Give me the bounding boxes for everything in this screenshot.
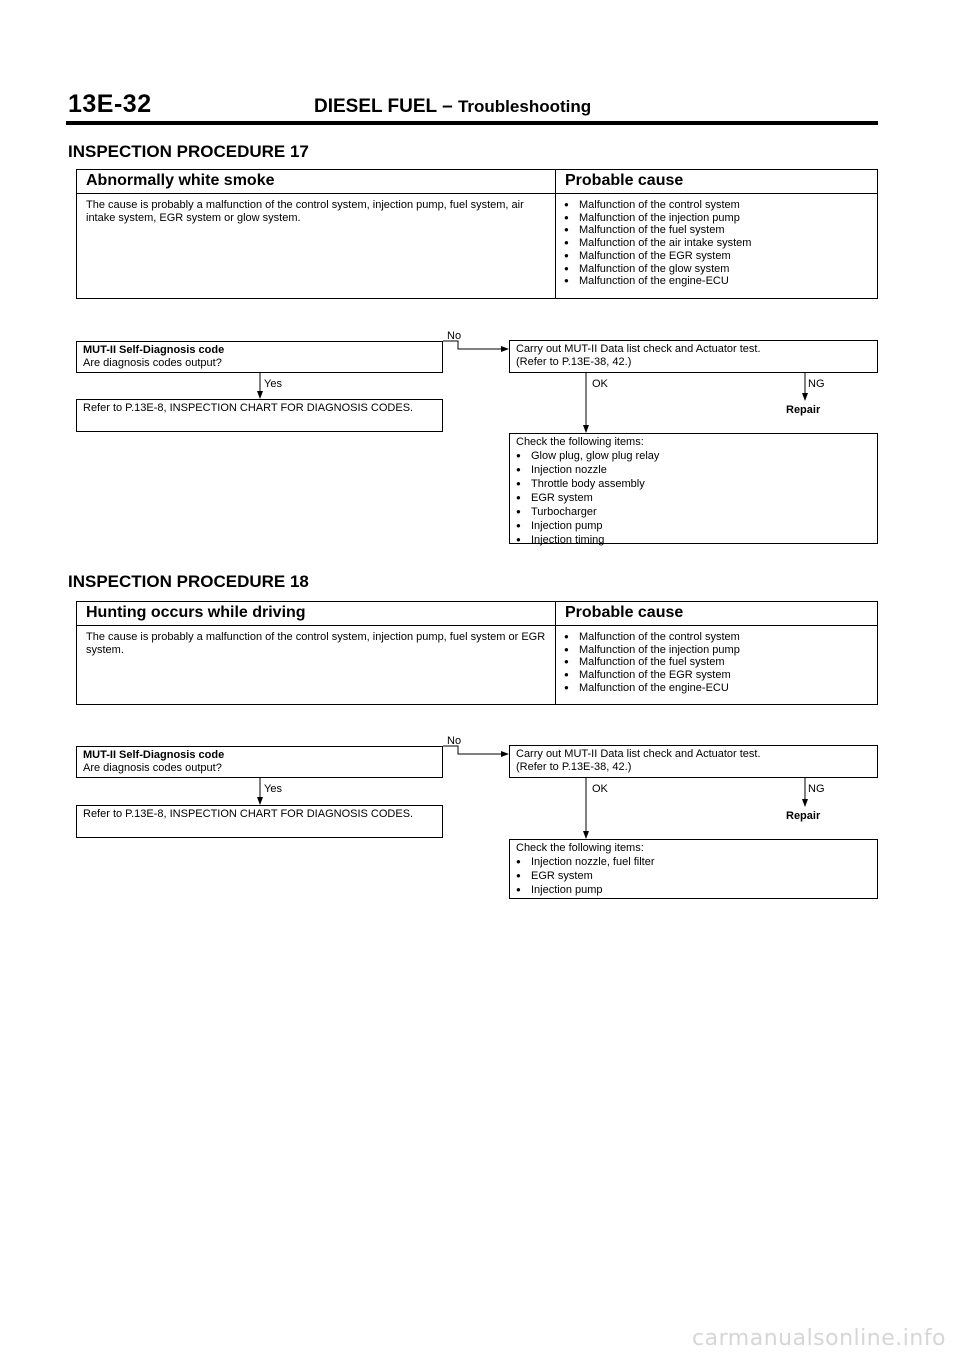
section-title: DIESEL FUEL	[314, 96, 437, 117]
list-item: ● Injection nozzle	[516, 463, 871, 477]
list-item: ● Malfunction of the control system	[564, 199, 751, 212]
ng-label: NG	[808, 378, 825, 390]
watermark: carmanualsonline.info	[692, 1326, 946, 1351]
repair-label: Repair	[786, 810, 821, 822]
diagnosis-question: Are diagnosis codes output?	[83, 762, 222, 774]
procedure-17-title: INSPECTION PROCEDURE 17	[68, 142, 309, 161]
refer-chart-box: Refer to P.13E-8, INSPECTION CHART FOR DIAGNOSIS CODES.	[76, 399, 443, 432]
list-item: ● Malfunction of the air intake system	[564, 237, 751, 250]
list-item: ● Injection timing	[516, 533, 871, 547]
no-connector	[443, 746, 508, 754]
data-list-instruction: Carry out MUT-II Data list check and Actuator test.	[516, 748, 761, 760]
cause-description: The cause is probably a malfunction of the control system, injection pump, fuel system, air intake system, EGR system or glow system.	[86, 199, 524, 224]
cause-description: The cause is probably a malfunction of the control system, injection pump, fuel system or EGR system.	[86, 631, 546, 656]
data-list-instruction: Carry out MUT-II Data list check and Actuator test.	[516, 343, 761, 355]
title-dash: –	[442, 96, 453, 117]
diagnosis-question: Are diagnosis codes output?	[83, 357, 222, 369]
list-item: ● Malfunction of the control system	[564, 631, 740, 644]
list-item: ● Malfunction of the injection pump	[564, 644, 740, 657]
list-item: ● Malfunction of the engine-ECU	[564, 682, 740, 695]
list-item: ● Throttle body assembly	[516, 477, 871, 491]
list-item: ● Glow plug, glow plug relay	[516, 449, 871, 463]
list-item: ● Malfunction of the EGR system	[564, 250, 751, 263]
list-item: ● Injection pump	[516, 519, 871, 533]
probable-cause-heading: Probable cause	[565, 604, 684, 621]
list-item: ● Malfunction of the EGR system	[564, 669, 740, 682]
data-list-reference: (Refer to P.13E-38, 42.)	[516, 761, 632, 773]
no-label: No	[447, 735, 462, 747]
list-item: ● Injection pump	[516, 883, 871, 897]
list-item: ● Malfunction of the glow system	[564, 263, 751, 276]
list-item: ● EGR system	[516, 869, 871, 883]
repair-label: Repair	[786, 404, 821, 416]
refer-chart-box: Refer to P.13E-8, INSPECTION CHART FOR DIAGNOSIS CODES.	[76, 805, 443, 838]
diagnosis-title: MUT-II Self-Diagnosis code	[83, 344, 225, 356]
no-label: No	[447, 330, 462, 342]
symptom-heading: Hunting occurs while driving	[86, 604, 306, 621]
check-title: Check the following items:	[516, 436, 644, 448]
list-item: ● Malfunction of the engine-ECU	[564, 275, 751, 288]
probable-cause-heading: Probable cause	[565, 172, 684, 189]
section-subtitle: Troubleshooting	[457, 97, 592, 116]
list-item: ● Turbocharger	[516, 505, 871, 519]
ng-label: NG	[808, 783, 825, 795]
data-list-reference: (Refer to P.13E-38, 42.)	[516, 356, 632, 368]
ok-label: OK	[592, 378, 608, 390]
list-item: ● Malfunction of the fuel system	[564, 656, 740, 669]
yes-label: Yes	[264, 378, 282, 390]
list-item: ● Malfunction of the injection pump	[564, 212, 751, 225]
check-title: Check the following items:	[516, 842, 644, 854]
ok-label: OK	[592, 783, 608, 795]
no-connector	[443, 341, 508, 349]
page-number: 13E-32	[68, 90, 152, 118]
list-item: ● EGR system	[516, 491, 871, 505]
list-item: ● Malfunction of the fuel system	[564, 224, 751, 237]
procedure-18-title: INSPECTION PROCEDURE 18	[68, 572, 309, 591]
yes-label: Yes	[264, 783, 282, 795]
symptom-heading: Abnormally white smoke	[86, 172, 275, 189]
diagnosis-title: MUT-II Self-Diagnosis code	[83, 749, 225, 761]
list-item: ● Injection nozzle, fuel filter	[516, 855, 871, 869]
